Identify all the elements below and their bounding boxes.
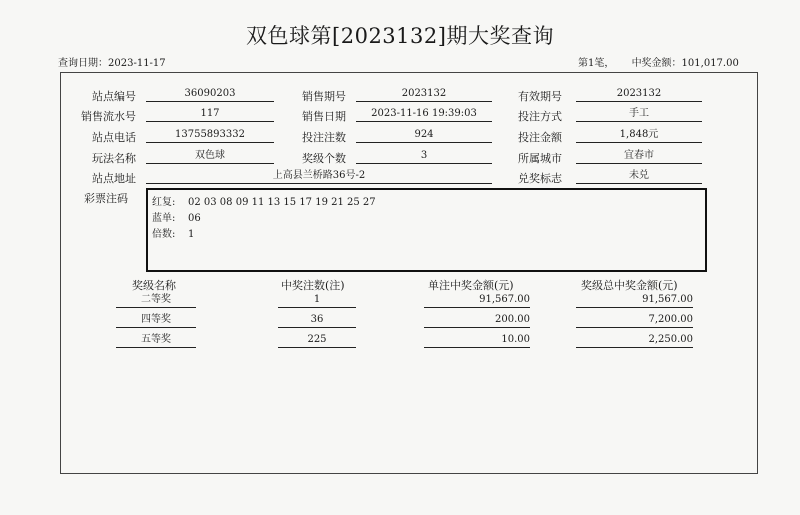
- row-total-amount: 7,200.00: [576, 313, 693, 328]
- field-label-game-name: 玩法名称: [92, 152, 136, 165]
- total-prize: 中奖金额：101,017.00: [631, 58, 739, 69]
- field-label-sale-issue: 销售期号: [302, 90, 346, 103]
- field-label-station-phone: 站点电话: [92, 131, 136, 144]
- field-value-game-name: 双色球: [146, 149, 274, 164]
- ticket-label: 彩票注码: [84, 192, 128, 205]
- field-value-station-id: 36090203: [146, 87, 274, 102]
- field-value-station-address: 上高县兰桥路36号-2: [146, 169, 492, 184]
- field-value-sale-issue: 2023132: [356, 87, 492, 102]
- row-unit-amount: 10.00: [424, 333, 530, 348]
- field-label-city: 所属城市: [518, 152, 562, 165]
- red-ball-key: 红复:: [152, 197, 176, 208]
- header-unit-amount: 单注中奖金额(元): [428, 279, 514, 292]
- blue-ball-key: 蓝单:: [152, 213, 176, 224]
- field-value-bet-amount: 1,848元: [576, 128, 702, 143]
- field-value-serial-no: 117: [146, 107, 274, 122]
- ticket-number-box: [146, 188, 707, 272]
- row-total-amount: 91,567.00: [576, 293, 693, 308]
- field-value-sale-date: 2023-11-16 19:39:03: [356, 107, 492, 122]
- row-win-count: 1: [278, 293, 356, 308]
- header-win-count: 中奖注数(注): [281, 279, 345, 292]
- field-label-station-address: 站点地址: [92, 172, 136, 185]
- field-label-station-id: 站点编号: [92, 90, 136, 103]
- row-prize-level: 二等奖: [116, 293, 196, 308]
- page-title: 双色球第[2023132]期大奖查询: [246, 24, 554, 48]
- prize-summary: [578, 54, 753, 69]
- blue-ball-numbers: 06: [188, 213, 201, 224]
- row-prize-level: 四等奖: [116, 313, 196, 328]
- field-label-redeem-flag: 兑奖标志: [518, 172, 562, 185]
- field-value-valid-issue: 2023132: [576, 87, 702, 102]
- field-value-bet-method: 手工: [576, 107, 702, 122]
- field-label-sale-date: 销售日期: [302, 110, 346, 123]
- field-label-bet-count: 投注注数: [302, 131, 346, 144]
- field-label-prize-level-count: 奖级个数: [302, 152, 346, 165]
- field-label-serial-no: 销售流水号: [81, 110, 136, 123]
- header-total-amount: 奖级总中奖金额(元): [581, 279, 678, 292]
- blue-ball-line: [152, 209, 201, 224]
- field-label-valid-issue: 有效期号: [518, 90, 562, 103]
- header-prize-level: 奖级名称: [132, 279, 176, 292]
- row-unit-amount: 91,567.00: [424, 293, 530, 308]
- field-value-redeem-flag: 未兑: [576, 169, 702, 184]
- multiple-line: [152, 225, 194, 240]
- field-value-bet-count: 924: [356, 128, 492, 143]
- red-ball-numbers: 02 03 08 09 11 13 15 17 19 21 25 27: [188, 197, 376, 208]
- multiple-key: 倍数:: [152, 229, 176, 240]
- record-count: 第1笔，: [578, 58, 615, 69]
- row-prize-level: 五等奖: [116, 333, 196, 348]
- row-total-amount: 2,250.00: [576, 333, 693, 348]
- field-value-prize-level-count: 3: [356, 149, 492, 164]
- field-label-bet-amount: 投注金额: [518, 131, 562, 144]
- row-win-count: 36: [278, 313, 356, 328]
- field-value-station-phone: 13755893332: [146, 128, 274, 143]
- field-value-city: 宜春市: [576, 149, 702, 164]
- red-ball-line: [152, 193, 376, 208]
- query-date: 查询日期：2023-11-17: [58, 58, 166, 69]
- row-unit-amount: 200.00: [424, 313, 530, 328]
- multiple-value: 1: [188, 229, 195, 240]
- row-win-count: 225: [278, 333, 356, 348]
- field-label-bet-method: 投注方式: [518, 110, 562, 123]
